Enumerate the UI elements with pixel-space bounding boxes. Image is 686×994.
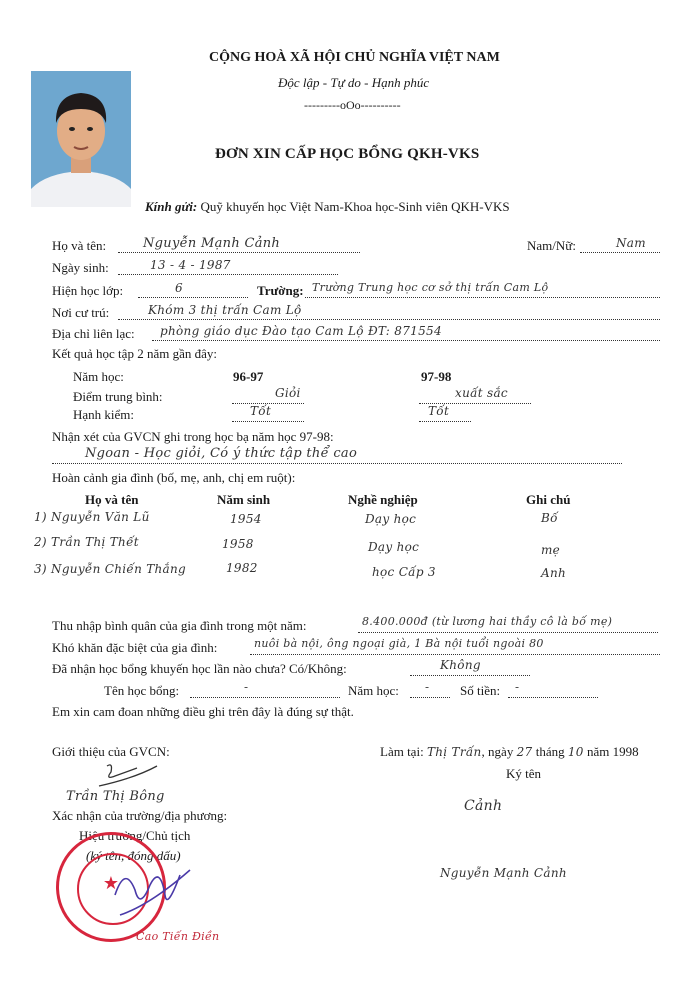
family-row-2-name: 2) Trần Thị Thết bbox=[34, 535, 139, 549]
scholarship-amount-line bbox=[508, 697, 598, 698]
family-heading: Hoàn cảnh gia đình (bố, mẹ, anh, chị em ruột): bbox=[52, 470, 296, 485]
grade-line bbox=[138, 297, 248, 298]
place-value: Thị Trấn bbox=[426, 745, 482, 759]
family-col-note: Ghi chú bbox=[526, 492, 571, 507]
family-row-3-name: 3) Nguyễn Chiến Thắng bbox=[34, 562, 187, 576]
month-label: tháng bbox=[535, 744, 565, 759]
family-row-1-year: 1954 bbox=[230, 512, 262, 526]
scholarship-year-line bbox=[410, 697, 450, 698]
family-row-1-name: 1) Nguyễn Văn Lũ bbox=[34, 510, 150, 524]
scholarship-name-line bbox=[190, 697, 340, 698]
contact-value: phòng giáo dục Đào tạo Cam Lộ ĐT: 871554 bbox=[160, 324, 442, 338]
teacher-signature bbox=[95, 760, 165, 790]
grade-value: 6 bbox=[175, 281, 183, 295]
family-row-3-job: học Cấp 3 bbox=[372, 565, 436, 579]
gender-line bbox=[580, 252, 660, 253]
sign-note: (ký tên, đóng dấu) bbox=[86, 848, 181, 863]
family-row-2-job: Dạy học bbox=[368, 540, 420, 554]
official-seal: ★ bbox=[56, 832, 166, 942]
name-line bbox=[118, 252, 360, 253]
year-label: Năm học: bbox=[73, 369, 124, 384]
declaration: Em xin cam đoan những điều ghi trên đây là đúng sự thật. bbox=[52, 704, 354, 719]
contact-line bbox=[152, 340, 660, 341]
motto: Độc lập - Tự do - Hạnh phúc bbox=[278, 75, 430, 90]
family-col-name: Họ và tên bbox=[85, 492, 139, 507]
previous-value: Không bbox=[440, 658, 481, 672]
contact-label: Địa chỉ liên lạc: bbox=[52, 326, 135, 341]
school-value: Trường Trung học cơ sở thị trấn Cam Lộ bbox=[312, 281, 549, 294]
school-line bbox=[305, 297, 660, 298]
student-photo bbox=[31, 71, 131, 207]
school-label: Trường: bbox=[257, 283, 304, 298]
conduct-value-1: Tốt bbox=[250, 404, 272, 418]
family-row-2-year: 1958 bbox=[222, 537, 254, 551]
teacher-name: Trần Thị Bông bbox=[66, 789, 165, 804]
family-row-1-note: Bố bbox=[541, 511, 558, 525]
comment-label: Nhận xét của GVCN ghi trong học bạ năm học 97-98: bbox=[52, 429, 334, 444]
income-label: Thu nhập bình quân của gia đình trong một năm: bbox=[52, 618, 307, 633]
principal-signature bbox=[105, 855, 195, 925]
separator: ---------oOo---------- bbox=[304, 98, 401, 112]
conduct-value-2: Tốt bbox=[428, 404, 450, 418]
avg-value-1: Giỏi bbox=[275, 386, 301, 400]
results-heading: Kết quả học tập 2 năm gần đây: bbox=[52, 346, 217, 361]
form-title: ĐƠN XIN CẤP HỌC BỔNG QKH-VKS bbox=[215, 146, 480, 162]
day-value: 27 bbox=[516, 745, 533, 759]
address-line bbox=[118, 319, 660, 320]
scholarship-amount-value: - bbox=[515, 680, 520, 694]
teacher-intro-label: Giới thiệu của GVCN: bbox=[52, 744, 170, 759]
month-value: 10 bbox=[567, 745, 584, 759]
family-row-2-note: mẹ bbox=[541, 543, 561, 557]
year-2: 97-98 bbox=[421, 369, 452, 384]
scholarship-amount-label: Số tiền: bbox=[460, 683, 501, 698]
hardship-label: Khó khăn đặc biệt của gia đình: bbox=[52, 640, 218, 655]
gender-value: Nam bbox=[616, 236, 646, 250]
dob-label: Ngày sinh: bbox=[52, 260, 109, 275]
family-row-1-job: Dạy học bbox=[365, 512, 417, 526]
comment-value: Ngoan - Học giỏi, Có ý thức tập thể cao bbox=[85, 446, 358, 461]
year-1: 96-97 bbox=[233, 369, 264, 384]
avg-label: Điểm trung bình: bbox=[73, 389, 163, 404]
principal-label: Hiệu trưởng/Chủ tịch bbox=[79, 828, 191, 843]
scholarship-year-label: Năm học: bbox=[348, 683, 399, 698]
conduct-line-1 bbox=[232, 421, 304, 422]
hardship-value: nuôi bà nội, ông ngoại già, 1 Bà nội tuổi ngoài 80 bbox=[254, 637, 544, 650]
family-col-job: Nghề nghiệp bbox=[348, 492, 418, 507]
country-header: CỘNG HOÀ XÃ HỘI CHỦ NGHĨA VIỆT NAM bbox=[209, 50, 500, 65]
income-line bbox=[358, 632, 658, 633]
hardship-line bbox=[250, 654, 660, 655]
date-line bbox=[380, 744, 639, 760]
recipient-text: Quỹ khuyến học Việt Nam-Khoa học-Sinh viên QKH-VKS bbox=[200, 199, 510, 214]
scholarship-name-label: Tên học bổng: bbox=[104, 683, 180, 698]
family-row-3-year: 1982 bbox=[226, 561, 258, 575]
student-signature: Cảnh bbox=[464, 798, 503, 814]
previous-line bbox=[410, 675, 530, 676]
name-value: Nguyễn Mạnh Cảnh bbox=[143, 236, 281, 251]
dob-line bbox=[118, 274, 338, 275]
avg-value-2: xuất sắc bbox=[455, 386, 508, 400]
income-value: 8.400.000đ (từ lương hai thầy cô là bố mẹ) bbox=[362, 615, 613, 628]
principal-name: Cao Tiến Điền bbox=[136, 930, 220, 943]
conduct-line-2 bbox=[419, 421, 471, 422]
family-col-year: Năm sinh bbox=[217, 492, 271, 507]
name-label: Họ và tên: bbox=[52, 238, 107, 253]
recipient-label: Kính gửi: bbox=[145, 199, 198, 214]
place-label: Làm tại: bbox=[380, 744, 424, 759]
confirm-label: Xác nhận của trường/địa phương: bbox=[52, 808, 228, 823]
address-value: Khóm 3 thị trấn Cam Lộ bbox=[148, 303, 302, 317]
sign-label: Ký tên bbox=[506, 766, 542, 781]
address-label: Nơi cư trú: bbox=[52, 305, 110, 320]
year-label: năm 1998 bbox=[586, 744, 639, 759]
previous-label: Đã nhận học bổng khuyến học lần nào chưa? Có/Không: bbox=[52, 661, 347, 676]
grade-label: Hiện học lớp: bbox=[52, 283, 124, 298]
scholarship-name-value: - bbox=[244, 680, 249, 694]
scholarship-year-value: - bbox=[425, 680, 430, 694]
dob-value: 13 - 4 - 1987 bbox=[150, 258, 231, 272]
family-row-3-note: Anh bbox=[541, 566, 567, 580]
student-full-name: Nguyễn Mạnh Cảnh bbox=[440, 866, 567, 880]
comment-line bbox=[52, 463, 622, 464]
gender-label: Nam/Nữ: bbox=[527, 238, 576, 253]
day-label: , ngày bbox=[481, 744, 514, 759]
recipient bbox=[145, 199, 510, 215]
conduct-label: Hạnh kiểm: bbox=[73, 407, 135, 422]
